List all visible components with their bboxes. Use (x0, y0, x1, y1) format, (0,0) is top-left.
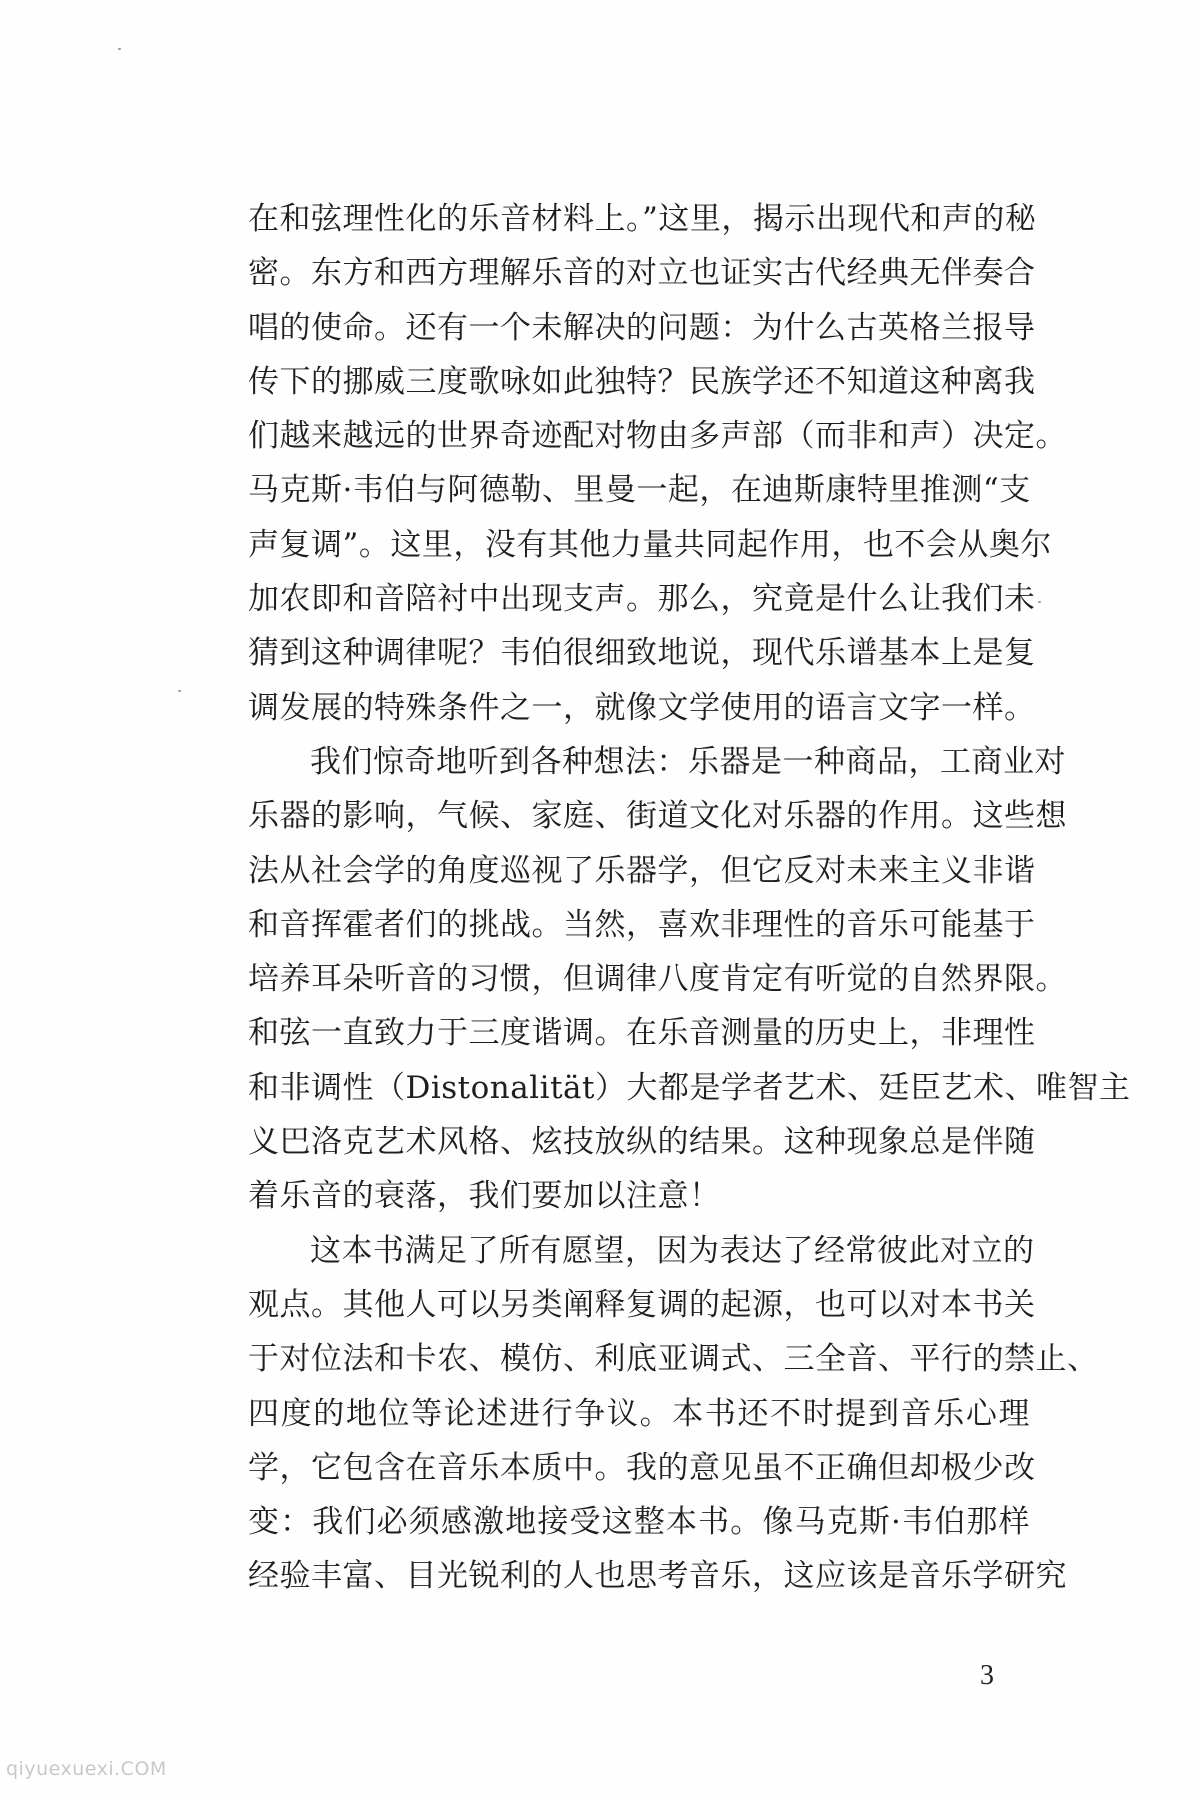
text-line: 法从社会学的角度巡视了乐器学，但它反对未来主义非谐 (248, 852, 1036, 889)
text-line: 我们惊奇地听到各种想法：乐器是一种商品，工商业对 (310, 743, 1066, 780)
text-line: 观点。其他人可以另类阐释复调的起源，也可以对本书关 (248, 1286, 1036, 1323)
text-line: 乐器的影响，气候、家庭、街道文化对乐器的作用。这些想 (248, 798, 1067, 835)
text-line: 变：我们必须感激地接受这整本书。像马克斯·韦伯那样 (248, 1504, 1030, 1541)
scan-speck (178, 690, 181, 692)
text-line: 们越来越远的世界奇迹配对物由多声部（而非和声）决定。 (248, 418, 1067, 455)
site-watermark: qiyuexuexi.COM (6, 1758, 167, 1780)
text-line: 声复调”。这里，没有其他力量共同起作用，也不会从奥尔 (248, 526, 1052, 563)
text-line: 经验丰富、目光锐利的人也思考音乐，这应该是音乐学研究 (248, 1558, 1067, 1595)
text-line: 调发展的特殊条件之一，就像文学使用的语言文字一样。 (248, 689, 1036, 726)
text-line: 马克斯·韦伯与阿德勒、里曼一起，在迪斯康特里推测“支 (248, 472, 1031, 509)
text-line: 四度的地位等论述进行争议。本书还不时提到音乐心理 (248, 1395, 1030, 1432)
text-line: 密。东方和西方理解乐音的对立也证实古代经典无伴奏合 (248, 255, 1036, 292)
text-line: 传下的挪威三度歌咏如此独特？民族学还不知道这种离我 (248, 363, 1036, 400)
text-line: 这本书满足了所有愿望，因为表达了经常彼此对立的 (310, 1232, 1035, 1269)
text-line: 学，它包含在音乐本质中。我的意见虽不正确但却极少改 (248, 1449, 1036, 1486)
text-line: 和非调性（Distonalität）大都是学者艺术、廷臣艺术、唯智主 (248, 1069, 1131, 1106)
text-line: 猜到这种调律呢？韦伯很细致地说，现代乐谱基本上是复 (248, 635, 1036, 672)
scan-speck (118, 48, 121, 50)
paragraph (248, 192, 1067, 735)
body-text (248, 192, 1131, 1604)
text-line: 于对位法和卡农、模仿、利底亚调式、三全音、平行的禁止、 (248, 1341, 1099, 1378)
text-line: 义巴洛克艺术风格、炫技放纵的结果。这种现象总是伴随 (248, 1124, 1036, 1161)
page-number: 3 (980, 1660, 994, 1691)
scan-speck (1038, 601, 1041, 603)
paragraph (248, 1224, 1099, 1604)
text-line: 培养耳朵听音的习惯，但调律八度肯定有听觉的自然界限。 (248, 961, 1067, 998)
text-line: 和音挥霍者们的挑战。当然，喜欢非理性的音乐可能基于 (248, 906, 1036, 943)
text-line: 着乐音的衰落，我们要加以注意！ (248, 1178, 721, 1215)
text-line: 和弦一直致力于三度谐调。在乐音测量的历史上，非理性 (248, 1015, 1036, 1052)
paragraph (248, 735, 1131, 1224)
text-line: 加农即和音陪衬中出现支声。那么，究竟是什么让我们未 (248, 581, 1036, 618)
text-line: 唱的使命。还有一个未解决的问题：为什么古英格兰报导 (248, 309, 1036, 346)
text-line: 在和弦理性化的乐音材料上。”这里，揭示出现代和声的秘 (248, 201, 1037, 237)
